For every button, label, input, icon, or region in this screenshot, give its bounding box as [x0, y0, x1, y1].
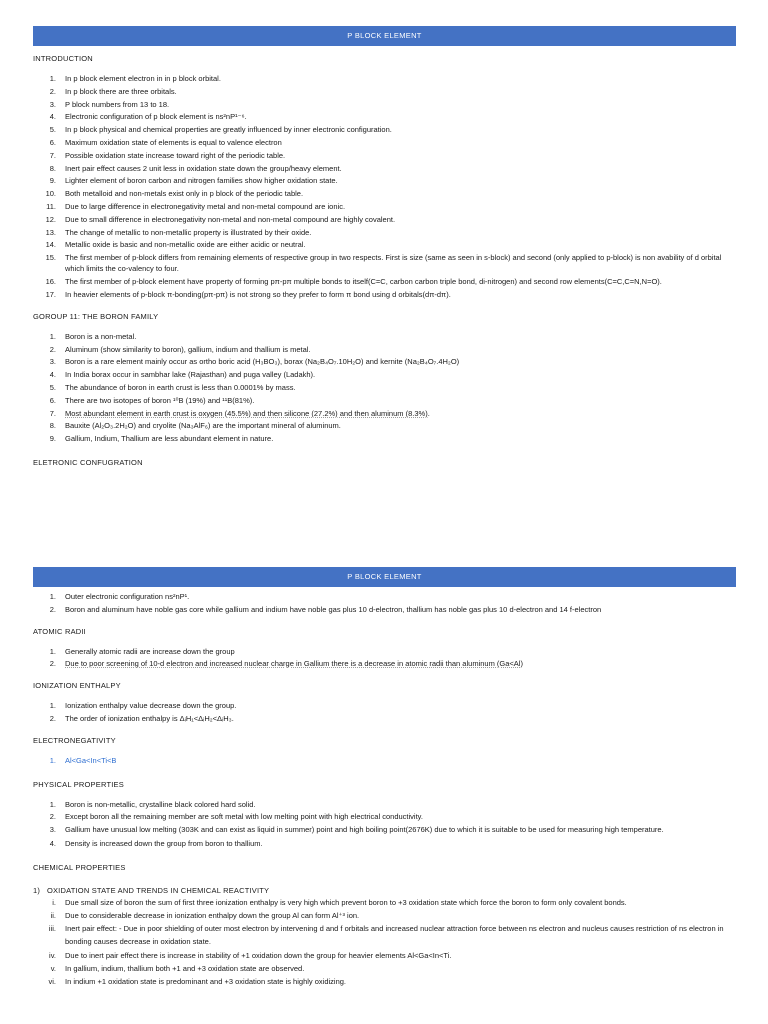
atomic-radii-list [33, 646, 736, 672]
list-item: 11. Due to large difference in electronegativity metal and non-metal compound are ionic. [46, 201, 346, 211]
page-1 [33, 26, 736, 467]
list-item: 6. Maximum oxidation state of elements is equal to valence electron [49, 137, 282, 147]
page-2 [33, 567, 736, 988]
list-item: iv. Due to inert pair effect there is increase in stability of +1 oxidation down the group for heavier elements Al<Ga<In<Ti. [49, 950, 452, 960]
page-banner: P BLOCK ELEMENT [33, 567, 736, 587]
list-item: 5. In p block physical and chemical properties are greatly influenced by inner electronic configuration. [49, 125, 392, 135]
section-heading-ionization-enthalpy: IONIZATION ENTHALPY [33, 681, 121, 691]
list-item: 8. Bauxite (Al₂O₃.2H₂O) and cryolite (Na₃AlF₆) are the important mineral of aluminum. [49, 421, 341, 431]
oxidation-state-list [33, 897, 736, 988]
list-item: 4. Density is increased down the group from boron to thallium. [49, 839, 263, 849]
list-item: 14. Metallic oxide is basic and non-metallic oxide are either acidic or neutral. [45, 240, 306, 250]
list-item: 12. Due to small difference in electronegativity non-metal and non-metal compound are highly covalent. [45, 214, 396, 224]
list-item: 4. Electronic configuration of p block element is ns²nP¹⁻⁶. [49, 112, 247, 122]
list-item: ii. Due to considerable decrease in ionization enthalpy down the group Al can form Al⁺³ ion. [50, 911, 360, 921]
list-item: 2. Aluminum (show similarity to boron), gallium, indium and thallium is metal. [49, 344, 311, 354]
physical-properties-list [33, 799, 736, 852]
list-item: 9. Lighter element of boron carbon and nitrogen families show higher oxidation state. [49, 176, 338, 186]
list-item: 2. The order of ionization enthalpy is ΔᵢH₁<ΔᵢH₂<ΔᵢH₃. [49, 713, 234, 723]
section-heading-chemical-properties: CHEMICAL PROPERTIES [33, 863, 126, 873]
list-item: 1. Boron is non-metallic, crystalline black colored hard solid. [49, 799, 256, 809]
subheading-oxidation-state: 1) OXIDATION STATE AND TRENDS IN CHEMICAL REACTIVITY [33, 886, 270, 896]
list-item: 2. Boron and aluminum have noble gas core while gallium and indium have noble gas plus 10 d-electron, thallium has noble gas plus 10 d-electron and 14 f-electron [49, 604, 602, 614]
electronegativity-order-link[interactable]: 1. Al<Ga<In<Ti<B [49, 755, 117, 765]
boron-family-list [33, 331, 736, 446]
list-item: 5. The abundance of boron in earth crust is less than 0.0001% by mass. [49, 383, 296, 393]
list-item: iii. Inert pair effect: - Due in poor shielding of outer most electron by intervening d and f orbitals and increased nuclear attraction force between ns electron and nucleus causes restriction of ns electron in bonding causes decrease in oxidation state. [48, 923, 724, 946]
section-heading-boron-family: GOROUP 11: THE BORON FAMILY [33, 311, 159, 321]
section-heading-introduction: INTRODUCTION [33, 54, 93, 63]
list-item: 7. Possible oxidation state increase toward right of the periodic table. [49, 150, 286, 160]
list-item: 1. Ionization enthalpy value decrease down the group. [49, 701, 237, 711]
list-item: 2. Except boron all the remaining member are soft metal with low melting point with high electrical conductivity. [49, 812, 423, 822]
list-item: vi. In indium +1 oxidation state is predominant and +3 oxidation state is highly oxidizing. [48, 976, 347, 986]
list-item: 6. There are two isotopes of boron ¹⁰B (19%) and ¹¹B(81%). [49, 395, 255, 405]
list-item: 1. In p block element electron in in p block orbital. [49, 74, 221, 83]
electronegativity-list [33, 755, 736, 768]
list-item: 13. The change of metallic to non-metallic property is illustrated by their oxide. [45, 227, 312, 237]
page-banner: P BLOCK ELEMENT [33, 26, 736, 46]
list-item: 1. Generally atomic radii are increase down the group [49, 646, 235, 656]
list-item: 2. Due to poor screening of 10-d electron and increased nuclear charge in Gallium there is a decrease in atomic radii than aluminum (Ga<Al) [49, 659, 523, 669]
list-item: 15. The first member of p-block differs from remaining elements of respective group in two respects. First is size (same as seen in s-block) and second (only applied to p-block) is non avability of d orbital which limits the co-valency to four. [45, 253, 722, 274]
list-item: 17. In heavier elements of p-block π-bonding(pπ-pπ) is not strong so they prefer to form π bond using d orbitals(dπ-dπ). [45, 290, 451, 300]
list-item: 7. Most abundant element in earth crust is oxygen (45.5%) and then silicone (27.2%) and then aluminum (8.3%). [49, 408, 430, 418]
list-item: 1. Outer electronic configuration ns²nP¹. [49, 592, 190, 601]
list-item: 3. Boron is a rare element mainly occur as ortho boric acid (H₃BO₃), borax (Na₂B₄O₇.10H₂O) and kernite (Na₂B₄O₇.4H₂O) [49, 357, 460, 367]
list-item: 2. In p block there are three orbitals. [49, 86, 177, 96]
introduction-list [33, 73, 736, 302]
list-item: 16. The first member of p-block element have property of forming pπ-pπ multiple bonds to itself(C=C, carbon carbon triple bond, di-nitrogen) and second row elements(C=C,C=N,N=O). [45, 277, 662, 287]
section-heading-electronic-configuration: ELETRONIC CONFUGRATION [33, 458, 143, 468]
list-item: v. In gallium, indium, thallium both +1 and +3 oxidation state are observed. [50, 963, 305, 973]
list-item: 1. Boron is a non-metal. [49, 331, 137, 341]
ionization-enthalpy-list [33, 700, 736, 726]
list-item: 3. P block numbers from 13 to 18. [49, 99, 170, 109]
list-item: 10. Both metalloid and non-metals exist only in p block of the periodic table. [45, 189, 304, 199]
section-heading-electronegativity: ELECTRONEGATIVITY [33, 735, 116, 745]
section-heading-atomic-radii: ATOMIC RADII [33, 626, 86, 636]
list-item: 4. In India borax occur in sambhar lake (Rajasthan) and puga valley (Ladakh). [49, 370, 316, 380]
list-item: 9. Gallium, Indium, Thallium are less abundant element in nature. [49, 434, 274, 444]
list-item: i. Due small size of boron the sum of first three ionization enthalpy is very high which prevent boron to +3 oxidation state which force the boron to form only covalent bonds. [52, 898, 627, 908]
section-heading-physical-properties: PHYSICAL PROPERTIES [33, 779, 124, 789]
list-item: 8. Inert pair effect causes 2 unit less in oxidation state down the group/heavy element. [49, 163, 342, 173]
list-item: 3. Gallium have unusual low melting (303K and can exist as liquid in summer) point and high boiling point(2676K) due to which it is suitable to be used for measuring high temperature. [49, 825, 664, 835]
configuration-list [33, 591, 736, 617]
